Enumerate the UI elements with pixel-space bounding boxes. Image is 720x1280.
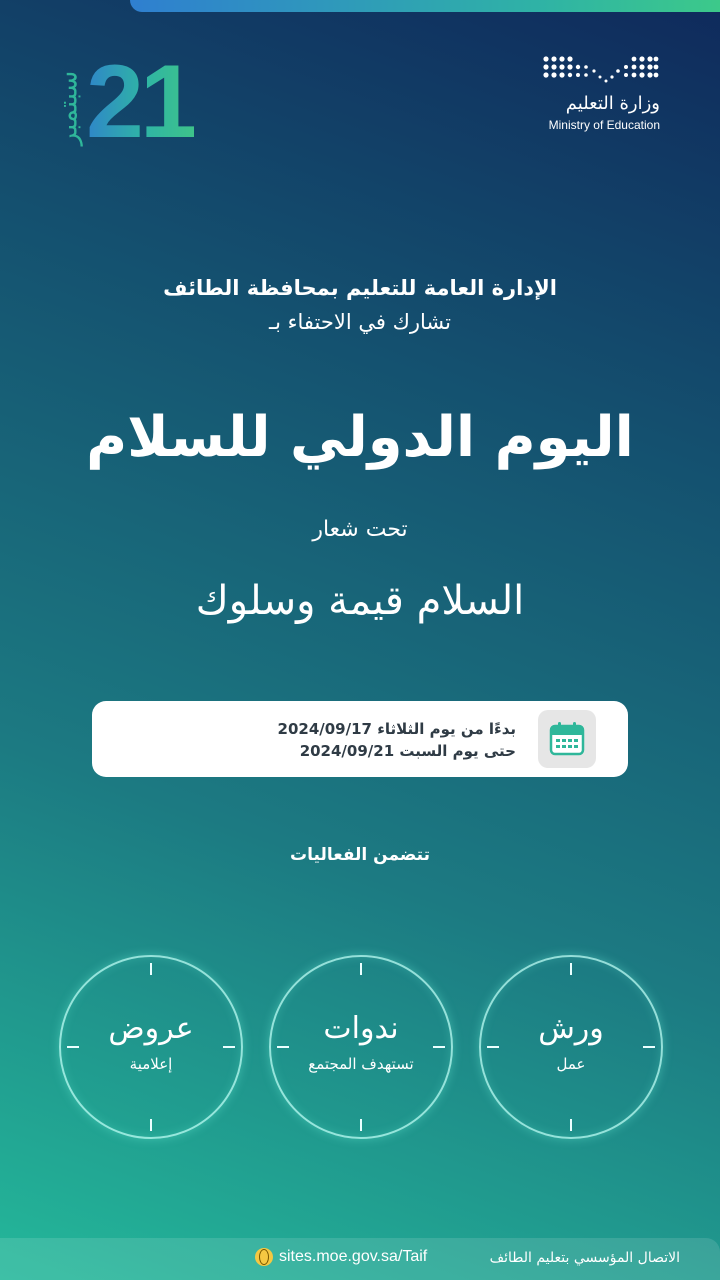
schedule-end: حتى يوم السبت 2024/09/21 bbox=[299, 742, 516, 760]
date-month bbox=[48, 62, 88, 154]
ministry-name-ar: وزارة التعليم bbox=[565, 93, 660, 114]
slogan-label: تحت شعار bbox=[312, 517, 408, 542]
organizer-name: الإدارة العامة للتعليم بمحافظة الطائف bbox=[163, 276, 557, 300]
event-circle-workshops bbox=[479, 955, 663, 1139]
event-headline: اليوم الدولي للسلام bbox=[86, 405, 634, 470]
event-main-label: عروض bbox=[108, 1011, 194, 1046]
globe-icon bbox=[255, 1248, 273, 1266]
website-url: sites.moe.gov.sa/Taif bbox=[279, 1248, 428, 1265]
events-title: تتضمن الفعاليات bbox=[290, 845, 430, 865]
ministry-dots-icon bbox=[542, 55, 660, 91]
event-main-label: ورش bbox=[538, 1011, 604, 1046]
event-circle-presentations bbox=[59, 955, 243, 1139]
event-sub-label: إعلامية bbox=[129, 1055, 173, 1073]
date-month-label: سبتمبر bbox=[53, 70, 84, 146]
ministry-name-en: Ministry of Education bbox=[548, 118, 660, 132]
organizer-block bbox=[0, 276, 720, 334]
organizer-subline: تشارك في الاحتفاء بـ bbox=[268, 310, 452, 334]
schedule-text bbox=[278, 718, 516, 762]
footer-credit: الاتصال المؤسسي بتعليم الطائف bbox=[489, 1250, 680, 1266]
event-sub-label: عمل bbox=[556, 1055, 586, 1073]
calendar-icon bbox=[538, 710, 596, 768]
slogan-text: السلام قيمة وسلوك bbox=[195, 578, 525, 624]
ministry-logo bbox=[530, 55, 660, 132]
schedule-start: بدءًا من يوم الثلاثاء 2024/09/17 bbox=[277, 720, 516, 738]
event-main-label: ندوات bbox=[323, 1011, 399, 1046]
top-accent-bar bbox=[130, 0, 720, 12]
event-sub-label: تستهدف المجتمع bbox=[308, 1055, 414, 1073]
date-badge bbox=[48, 44, 218, 160]
event-circle-seminars bbox=[269, 955, 453, 1139]
website-link[interactable] bbox=[255, 1248, 427, 1266]
footer-bar bbox=[0, 1238, 720, 1280]
schedule-card bbox=[92, 701, 628, 777]
date-day: 21 bbox=[86, 44, 194, 160]
